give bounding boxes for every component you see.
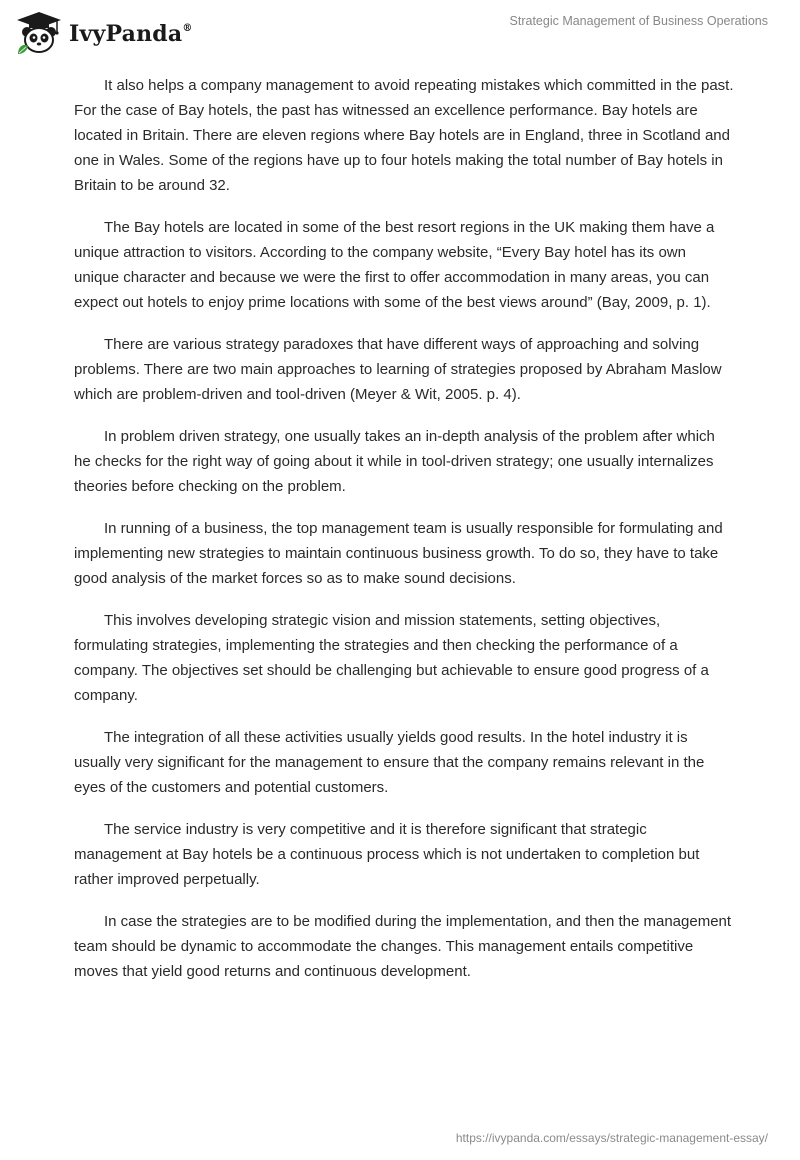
ivypanda-logo[interactable] <box>15 10 193 56</box>
paragraph: It also helps a company management to avoid repeating mistakes which committed in the past. For the case of Bay hotels, the past has witnessed an excellence performance. Bay hotels are located in Britain. There are eleven regions where Bay hotels are in England, three in Scotland and one in Wales. Some of the regions have up to four hotels making the total number of Bay hotels in Britain to be around 32. <box>74 77 734 194</box>
article-body <box>74 73 734 1001</box>
paragraph: In case the strategies are to be modified during the implementation, and then the management team should be dynamic to accommodate the changes. This management entails competitive moves that yield good returns and continuous development. <box>74 913 732 980</box>
document-title: Strategic Management of Business Operations <box>509 14 768 28</box>
paragraph: This involves developing strategic vision and mission statements, setting objectives, formulating strategies, implementing the strategies and then checking the performance of a company. The objectives set should be challenging but achievable to ensure good progress of a company. <box>74 612 709 704</box>
paragraph: The Bay hotels are located in some of the best resort regions in the UK making them have a unique attraction to visitors. According to the company website, “Every Bay hotel has its own unique character and because we were the first to offer accommodation in many areas, you can expect out hotels to enjoy prime locations with some of the best views around” (Bay, 2009, p. 1). <box>74 219 715 311</box>
panda-graduate-logo-icon <box>15 10 63 56</box>
source-url-link[interactable]: https://ivypanda.com/essays/strategic-management-essay/ <box>455 1131 768 1145</box>
paragraph: In running of a business, the top management team is usually responsible for formulating and implementing new strategies to maintain continuous business growth. To do so, they have to take good analysis of the market forces so as to make sound decisions. <box>74 520 723 587</box>
paragraph: In problem driven strategy, one usually takes an in-depth analysis of the problem after which he checks for the right way of going about it while in tool-driven strategy; one usually internalizes theories before checking on the problem. <box>74 428 715 495</box>
paragraph: The integration of all these activities usually yields good results. In the hotel industry it is usually very significant for the management to ensure that the company remains relevant in the eyes of the customers and potential customers. <box>74 729 705 796</box>
brand-name: IvyPanda® <box>69 21 193 47</box>
paragraph: There are various strategy paradoxes that have different ways of approaching and solving problems. There are two main approaches to learning of strategies proposed by Abraham Maslow which are problem-driven and tool-driven (Meyer & Wit, 2005. p. 4). <box>74 336 722 403</box>
paragraph: The service industry is very competitive and it is therefore significant that strategic management at Bay hotels be a continuous process which is not undertaken to completion but rather improved perpetually. <box>74 821 700 888</box>
